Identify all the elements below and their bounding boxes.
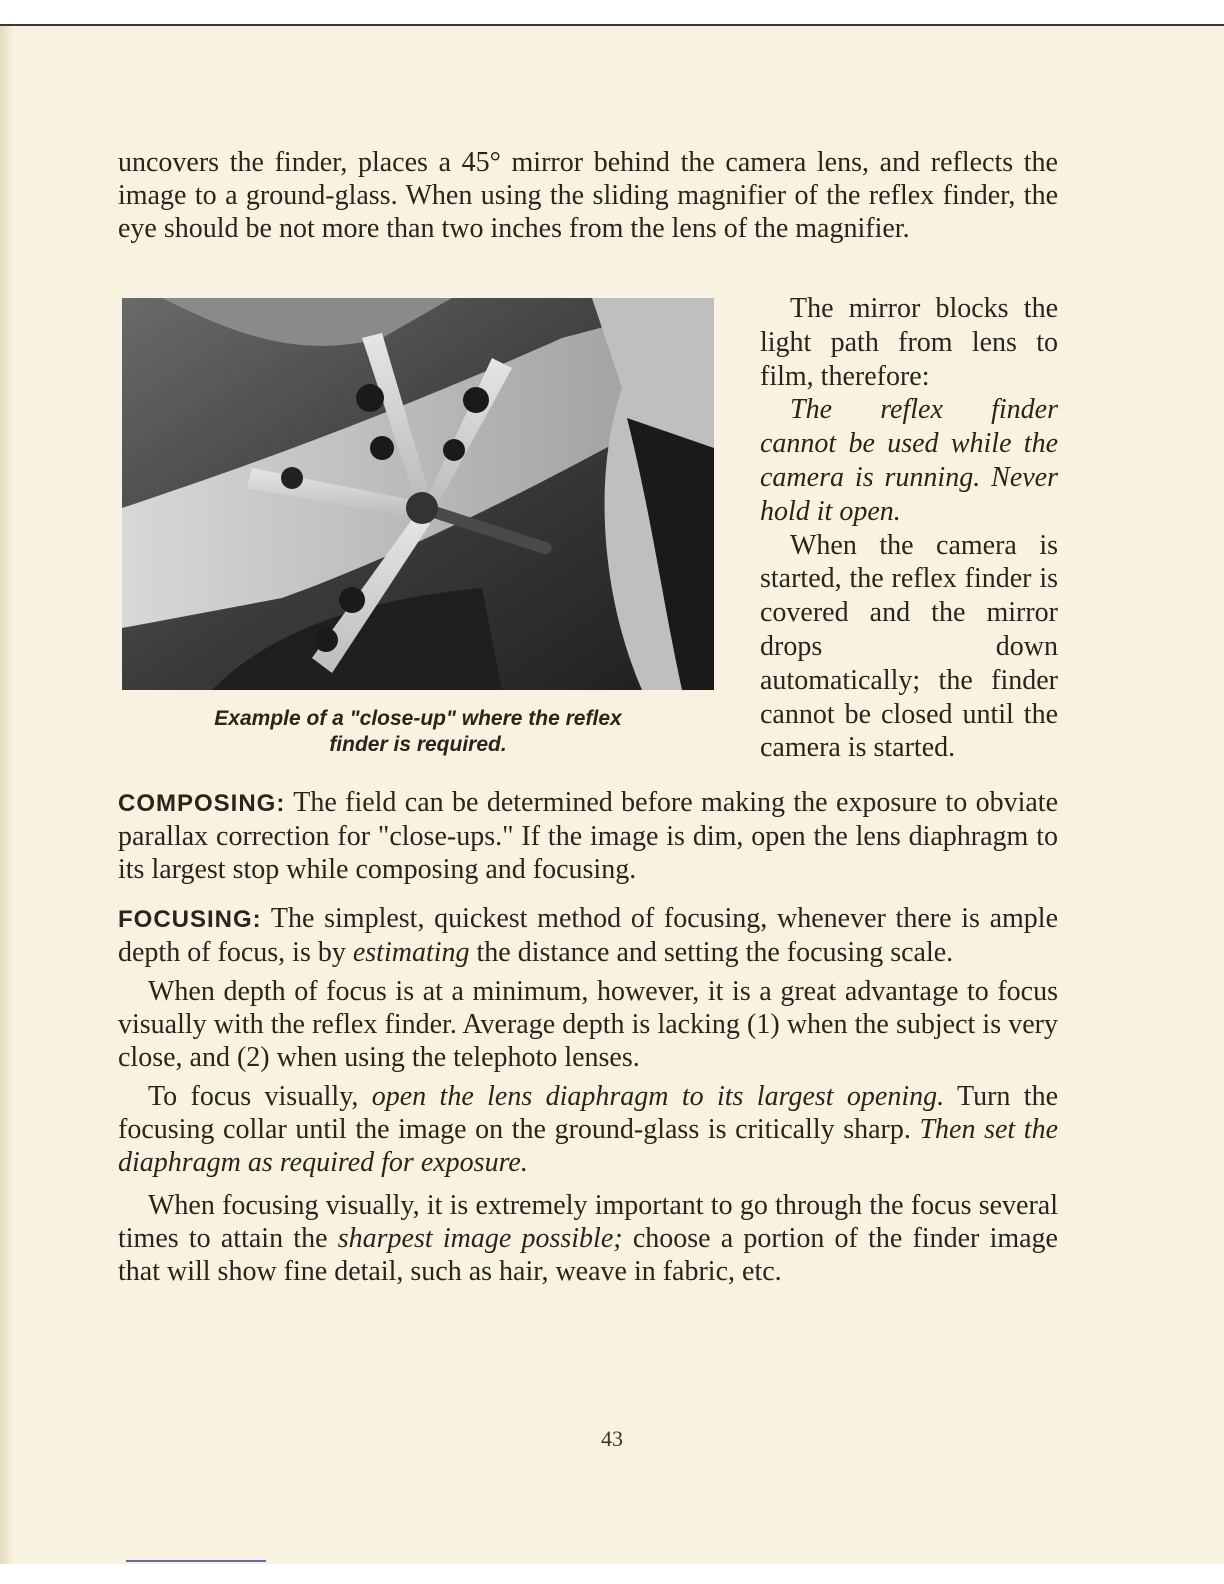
side-paragraph-3: When the camera is started, the reflex finder is covered and the mirror drops down automatically; the finder cannot be closed until the camera is started. [760, 529, 1058, 764]
focusing-p3-em1: open the lens diaphragm to its largest opening. [371, 1081, 945, 1112]
focusing-heading: FOCUSING: [118, 906, 262, 933]
scan-edge-mark [126, 1560, 266, 1562]
focusing-text-a: The simplest, quickest method of focusing, whenever there is ample depth of focus, is by [118, 903, 1058, 968]
focusing-text-em: estimating [352, 937, 470, 968]
composing-heading: COMPOSING: [118, 790, 286, 817]
focusing-paragraph-1 [118, 902, 1058, 969]
dragonfly-closeup-photo [122, 298, 714, 690]
page-edge-shade [0, 26, 14, 1564]
focusing-p4-em: sharpest image possible; [337, 1223, 623, 1254]
caption-line-1: Example of a "close-up" where the reflex [214, 707, 622, 730]
side-warning-italic: The reflex finder cannot be used while the camera is running. Never hold it open. [760, 394, 1058, 527]
focusing-p4-b: choose a portion of the finder image that will show fine detail, such as hair, weave in fabric, etc. [118, 1223, 1058, 1287]
figure-caption [122, 706, 714, 758]
focusing-paragraph-4 [118, 1189, 1058, 1288]
side-column-text [760, 292, 1058, 765]
composing-text: The field can be determined before making the exposure to obviate parallax correction for "close-ups." If the image is dim, open the lens diaphragm to its largest stop while composing and focusing. [118, 787, 1058, 885]
focusing-p3-em2: Then set the diaphragm as required for exposure. [118, 1114, 1059, 1178]
composing-section [118, 786, 1058, 886]
focusing-text-b: the distance and setting the focusing scale. [476, 937, 954, 968]
focusing-p4-a: When focusing visually, it is extremely important to go through the focus several times to attain the [118, 1190, 1058, 1254]
focusing-section [118, 902, 1058, 1288]
intro-text: uncovers the finder, places a 45° mirror behind the camera lens, and reflects the image to a ground-glass. When using the sliding magnifier of the reflex finder, the eye should be not more than two inches from the lens of the magnifier. [118, 147, 1058, 244]
focusing-p3-b: Turn the focusing collar until the image on the ground-glass is critically sharp. [118, 1081, 1058, 1145]
focusing-p3-a: To focus visually, [148, 1081, 359, 1112]
focusing-paragraph-3 [118, 1080, 1058, 1179]
page-number: 43 [601, 1426, 623, 1451]
book-page [0, 24, 1224, 1564]
dragonfly-photo-illustration [122, 298, 714, 690]
side-paragraph-1: The mirror blocks the light path from lens to film, therefore: [760, 293, 1058, 392]
caption-line-2: finder is required. [329, 733, 507, 756]
intro-paragraph [118, 146, 1058, 245]
composing-paragraph [118, 786, 1058, 886]
side-paragraph-2 [760, 393, 1058, 528]
focusing-paragraph-2: When depth of focus is at a minimum, however, it is a great advantage to focus visually with the reflex finder. Average depth is lacking (1) when the subject is very close, and (2) when using the telephoto lenses. [118, 976, 1058, 1073]
